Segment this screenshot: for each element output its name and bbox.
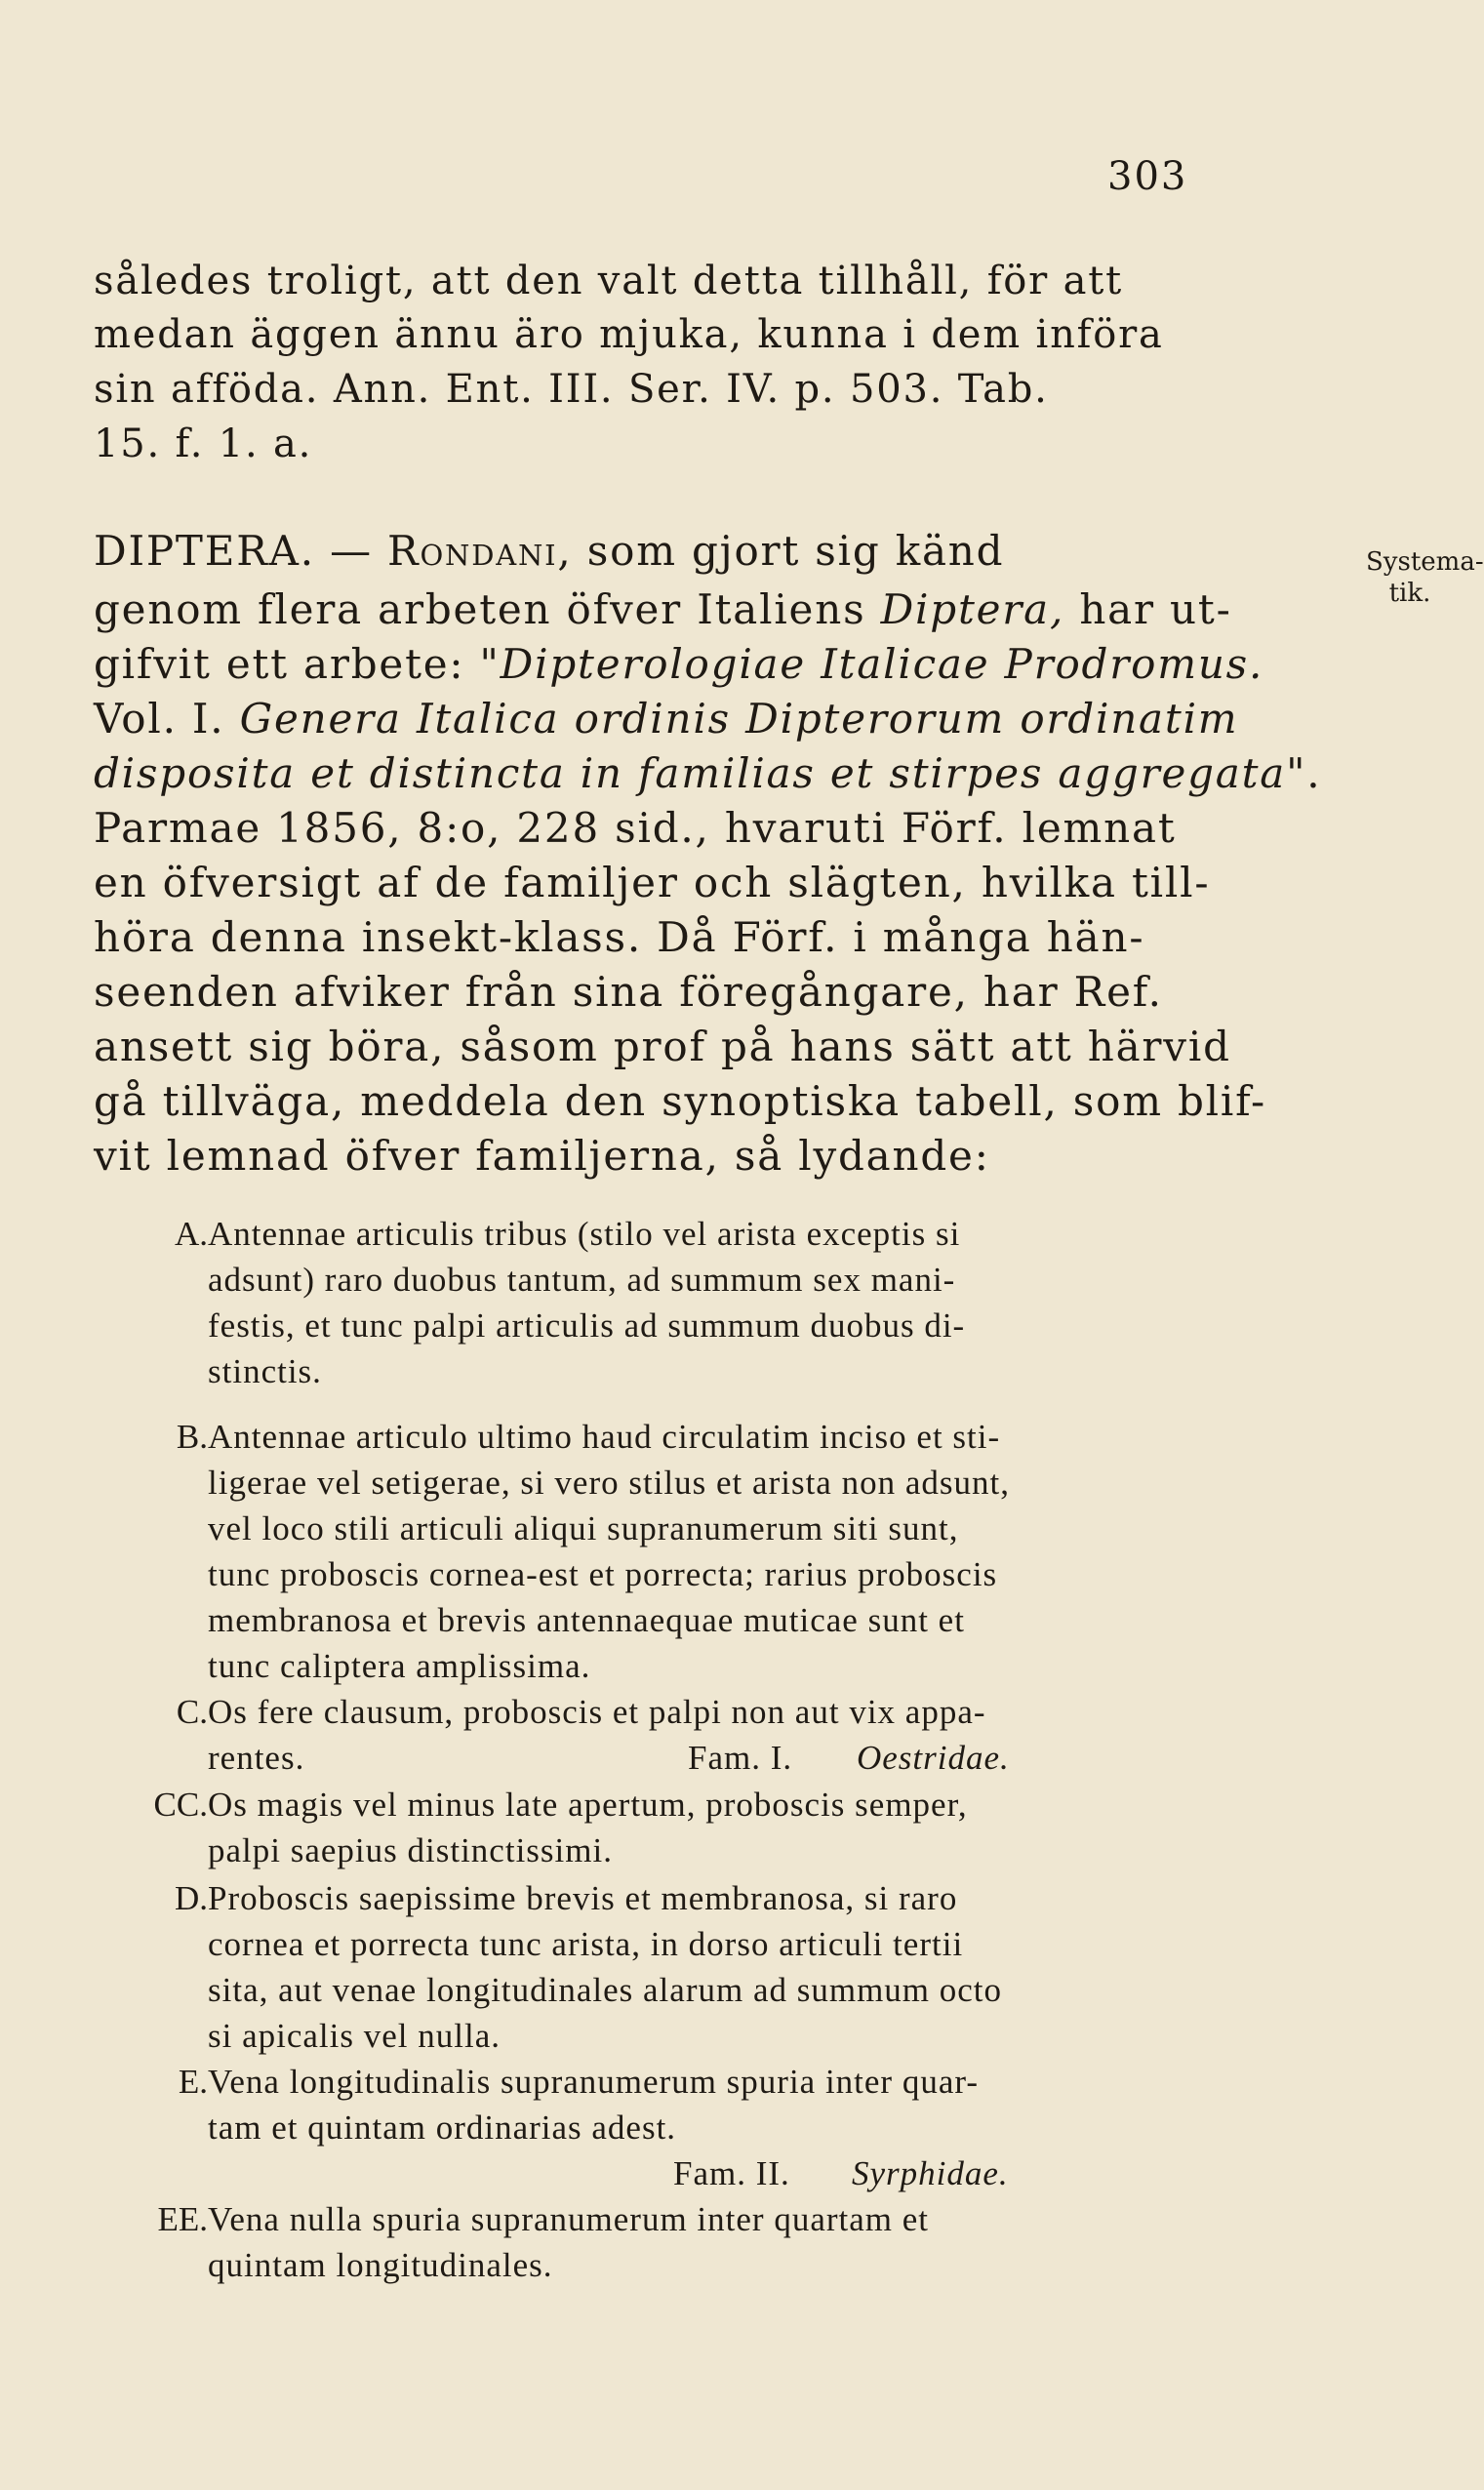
paragraph-text: ". [1286, 749, 1322, 797]
entry-line: tunc caliptera amplissima. [208, 1647, 591, 1685]
entry-line: quintam longitudinales. [208, 2246, 553, 2284]
paragraph-line: vit lemnad öfver familjerna, så lydande: [94, 1132, 990, 1180]
paragraph-line [94, 749, 1321, 797]
entry-line: sita, aut venae longitudinales alarum ad summum octo [208, 1971, 1003, 2009]
intro-line: medan äggen ännu äro mjuka, kunna i dem införa [94, 312, 1164, 357]
entry-line: adsunt) raro duobus tantum, ad summum sex mani- [208, 1261, 956, 1299]
entry-line: Os fere clausum, proboscis et palpi non aut vix appa- [208, 1693, 986, 1731]
intro-line: således troligt, att den valt detta tillhåll, för att [94, 259, 1124, 303]
dash: — [330, 527, 373, 575]
entry-line: tam et quintam ordinarias adest. [208, 2108, 677, 2147]
paragraph-text: som gjort sig känd [586, 527, 1005, 575]
family-number: Fam. I. [688, 1739, 793, 1777]
entry-line: Vena longitudinalis supranumerum spuria inter quar- [208, 2063, 979, 2101]
entry-label: E. [178, 2063, 208, 2101]
paragraph-line: en öfversigt af de familjer och slägten, hvilka till- [94, 859, 1211, 906]
page-number: 303 [1107, 154, 1188, 199]
entry-line: Os magis vel minus late apertum, proboscis semper, [208, 1786, 968, 1824]
margin-note: Systema-tik. [1366, 547, 1484, 608]
entry-line: rentes. [208, 1739, 305, 1777]
paragraph-text: gifvit ett arbete: " [94, 640, 501, 688]
entry-label: A. [174, 1215, 208, 1253]
author-rondani: Rondani, [387, 527, 573, 575]
entry-line: stinctis. [208, 1352, 322, 1390]
paragraph-text: har ut- [1079, 585, 1232, 633]
italic-text: Diptera, [880, 585, 1065, 633]
entry-line: Proboscis saepissime brevis et membranosa, si raro [208, 1879, 958, 1917]
entry-line: festis, et tunc palpi articulis ad summum duobus di- [208, 1306, 966, 1345]
entry-label: CC. [153, 1786, 208, 1824]
entry-line: Antennae articulis tribus (stilo vel arista exceptis si [208, 1215, 961, 1253]
paragraph-line: gå tillväga, meddela den synoptiska tabell, som blif- [94, 1077, 1266, 1125]
entry-line: ligerae vel setigerae, si vero stilus et arista non adsunt, [208, 1464, 1010, 1502]
diptera-heading: DIPTERA. [94, 527, 315, 575]
paragraph-line: Parmae 1856, 8:o, 228 sid., hvaruti Förf. lemnat [94, 804, 1177, 852]
italic-text: Dipterologiae Italicae Prodromus. [500, 640, 1264, 688]
entry-line: cornea et porrecta tunc arista, in dorso articuli tertii [208, 1925, 964, 1963]
family-number: Fam. II. [673, 2154, 790, 2192]
entry-line: tunc proboscis cornea-est et porrecta; rarius proboscis [208, 1555, 998, 1593]
intro-line: sin afföda. Ann. Ent. III. Ser. IV. p. 503. Tab. [94, 367, 1049, 412]
entry-line: vel loco stili articuli aliqui supranumerum siti sunt, [208, 1509, 959, 1547]
paragraph-line [94, 695, 1238, 743]
paragraph-line: seenden afviker från sina föregångare, har Ref. [94, 968, 1163, 1016]
entry-line: membranosa et brevis antennaequae muticae sunt et [208, 1601, 965, 1639]
intro-line: 15. f. 1. a. [94, 422, 313, 466]
entry-label: EE. [157, 2200, 208, 2238]
entry-label: C. [176, 1693, 208, 1731]
family-name: Oestridae. [857, 1739, 1010, 1777]
paragraph-text: genom flera arbeten öfver Italiens [94, 585, 866, 633]
italic-text: Genera Italica ordinis Dipterorum ordinatim [239, 695, 1239, 743]
entry-label: D. [174, 1879, 208, 1917]
entry-line: Vena nulla spuria supranumerum inter quartam et [208, 2200, 930, 2238]
entry-line: Antennae articulo ultimo haud circulatim inciso et sti- [208, 1418, 1001, 1456]
italic-text: disposita et distincta in familias et stirpes aggregata [94, 749, 1287, 797]
paragraph-text: Vol. I. [94, 695, 225, 743]
family-name: Syrphidae. [852, 2154, 1009, 2192]
paragraph-line: ansett sig böra, såsom prof på hans sätt att härvid [94, 1023, 1231, 1070]
entry-line: palpi saepius distinctissimi. [208, 1831, 613, 1869]
entry-line: si apicalis vel nulla. [208, 2017, 501, 2055]
entry-label: B. [176, 1418, 208, 1456]
paragraph-line [94, 585, 1232, 633]
paragraph-line [94, 640, 1263, 688]
diptera-paragraph-line-1 [94, 527, 1004, 575]
paragraph-line: höra denna insekt-klass. Då Förf. i många hän- [94, 913, 1145, 961]
